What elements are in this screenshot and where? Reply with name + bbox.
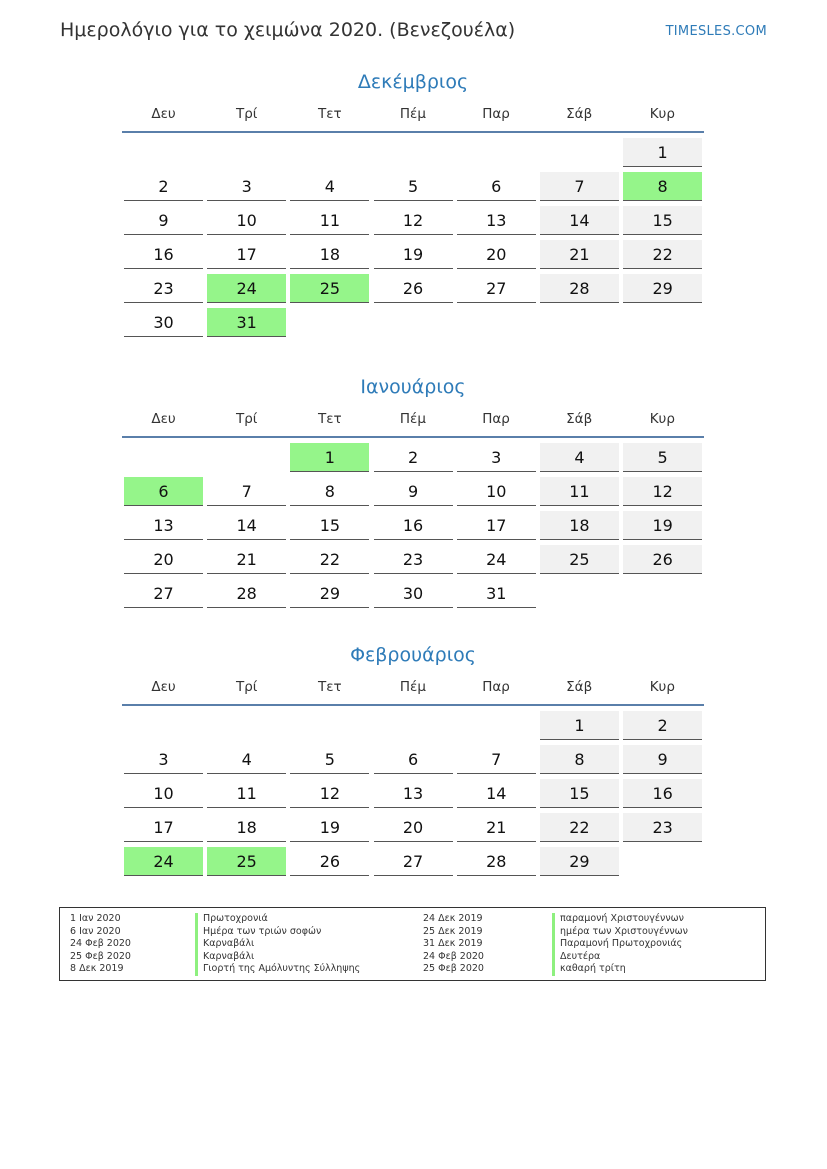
day-cell: 26 (290, 847, 369, 876)
holiday-day-cell: 24 (207, 274, 286, 303)
legend-date: 8 Δεκ 2019 (70, 963, 124, 975)
legend-holiday-name: καθαρή τρίτη (552, 963, 688, 976)
day-cell: 20 (124, 545, 203, 574)
day-cell: 18 (540, 511, 619, 540)
day-cell: 23 (124, 274, 203, 303)
day-cell: 12 (623, 477, 702, 506)
legend-holiday-name: Πρωτοχρονιά (195, 913, 360, 926)
holiday-day-cell: 6 (124, 477, 203, 506)
legend-date: 1 Ιαν 2020 (70, 913, 121, 924)
holiday-day-cell: 8 (623, 172, 702, 201)
weekday-label: Τετ (317, 679, 342, 695)
day-cell: 16 (374, 511, 453, 540)
day-cell: 19 (623, 511, 702, 540)
day-grid (122, 138, 704, 337)
holiday-legend (59, 907, 766, 981)
empty-cell (290, 138, 369, 167)
day-cell: 14 (457, 779, 536, 808)
day-cell: 8 (290, 477, 369, 506)
day-cell: 15 (540, 779, 619, 808)
day-cell: 9 (124, 206, 203, 235)
weekday-label: Τρί (235, 679, 258, 695)
day-cell: 20 (374, 813, 453, 842)
legend-date: 24 Δεκ 2019 (423, 913, 483, 924)
weekday-label: Κυρ (649, 106, 675, 122)
day-cell: 22 (623, 240, 702, 269)
brand-link[interactable]: TIMESLES.COM (665, 24, 767, 39)
day-cell: 16 (623, 779, 702, 808)
empty-cell (207, 711, 286, 740)
day-cell: 3 (207, 172, 286, 201)
day-cell: 17 (457, 511, 536, 540)
month-calendar (122, 67, 704, 337)
weekday-label: Πέμ (399, 106, 426, 122)
legend-left-names (195, 913, 360, 976)
day-cell: 11 (207, 779, 286, 808)
day-cell: 15 (290, 511, 369, 540)
day-cell: 23 (374, 545, 453, 574)
weekday-label: Τρί (235, 106, 258, 122)
month-calendar (122, 372, 704, 608)
holiday-day-cell: 1 (290, 443, 369, 472)
day-cell: 7 (207, 477, 286, 506)
weekday-label: Τρί (235, 411, 258, 427)
day-cell: 26 (623, 545, 702, 574)
day-grid (122, 711, 704, 876)
empty-cell (124, 138, 203, 167)
day-cell: 21 (457, 813, 536, 842)
day-cell: 2 (623, 711, 702, 740)
empty-cell (290, 711, 369, 740)
empty-cell (207, 138, 286, 167)
weekday-label: Πέμ (399, 411, 426, 427)
holiday-day-cell: 25 (290, 274, 369, 303)
empty-cell (457, 711, 536, 740)
weekday-label: Πέμ (399, 679, 426, 695)
day-cell: 27 (457, 274, 536, 303)
weekday-label: Δευ (151, 106, 176, 122)
day-cell: 4 (207, 745, 286, 774)
legend-date: 25 Φεβ 2020 (423, 963, 484, 975)
day-cell: 10 (207, 206, 286, 235)
day-cell: 15 (623, 206, 702, 235)
legend-date: 6 Ιαν 2020 (70, 925, 121, 937)
day-cell: 27 (374, 847, 453, 876)
day-cell: 22 (290, 545, 369, 574)
holiday-day-cell: 25 (207, 847, 286, 876)
day-cell: 28 (457, 847, 536, 876)
day-cell: 30 (124, 308, 203, 337)
day-cell: 8 (540, 745, 619, 774)
day-cell: 18 (290, 240, 369, 269)
weekday-label: Σάβ (566, 679, 593, 695)
day-cell: 4 (540, 443, 619, 472)
day-cell: 28 (207, 579, 286, 608)
empty-cell (124, 443, 203, 472)
month-name: Φεβρουάριος (350, 644, 476, 666)
weekday-header (122, 402, 704, 438)
day-cell: 17 (207, 240, 286, 269)
weekday-label: Κυρ (649, 411, 675, 427)
day-cell: 5 (623, 443, 702, 472)
day-cell: 11 (540, 477, 619, 506)
day-cell: 25 (540, 545, 619, 574)
day-cell: 21 (207, 545, 286, 574)
day-cell: 20 (457, 240, 536, 269)
weekday-header (122, 670, 704, 706)
day-cell: 1 (623, 138, 702, 167)
legend-holiday-name: Ημέρα των τριών σοφών (195, 926, 360, 939)
day-cell: 14 (540, 206, 619, 235)
legend-holiday-name: παραμονή Χριστουγέννων (552, 913, 688, 926)
day-cell: 7 (457, 745, 536, 774)
day-cell: 2 (374, 443, 453, 472)
day-cell: 5 (290, 745, 369, 774)
day-cell: 3 (124, 745, 203, 774)
day-cell: 28 (540, 274, 619, 303)
day-cell: 17 (124, 813, 203, 842)
legend-date: 24 Φεβ 2020 (423, 950, 484, 962)
day-cell: 23 (623, 813, 702, 842)
day-cell: 26 (374, 274, 453, 303)
day-cell: 29 (623, 274, 702, 303)
legend-left-dates (70, 913, 131, 976)
legend-holiday-name: Γιορτή της Αμόλυντης Σύλληψης (195, 963, 360, 976)
weekday-label: Σάβ (566, 106, 593, 122)
day-grid (122, 443, 704, 608)
legend-holiday-name: Δευτέρα (552, 951, 688, 964)
day-cell: 24 (457, 545, 536, 574)
weekday-label: Τετ (317, 106, 342, 122)
empty-cell (540, 138, 619, 167)
day-cell: 1 (540, 711, 619, 740)
empty-cell (457, 138, 536, 167)
day-cell: 14 (207, 511, 286, 540)
day-cell: 7 (540, 172, 619, 201)
empty-cell (374, 138, 453, 167)
day-cell: 6 (374, 745, 453, 774)
month-name: Δεκέμβριος (357, 71, 469, 93)
day-cell: 29 (290, 579, 369, 608)
weekday-label: Σάβ (566, 411, 593, 427)
day-cell: 21 (540, 240, 619, 269)
empty-cell (124, 711, 203, 740)
day-cell: 4 (290, 172, 369, 201)
day-cell: 12 (290, 779, 369, 808)
weekday-label: Δευ (151, 679, 176, 695)
day-cell: 18 (207, 813, 286, 842)
legend-holiday-name: Καρναβάλι (195, 938, 360, 951)
day-cell: 31 (457, 579, 536, 608)
legend-holiday-name: ημέρα των Χριστουγέννων (552, 926, 688, 939)
weekday-label: Δευ (151, 411, 176, 427)
month-calendar (122, 640, 704, 876)
empty-cell (207, 443, 286, 472)
day-cell: 3 (457, 443, 536, 472)
day-cell: 19 (374, 240, 453, 269)
weekday-label: Τετ (317, 411, 342, 427)
legend-date: 25 Φεβ 2020 (70, 950, 131, 962)
holiday-day-cell: 24 (124, 847, 203, 876)
day-cell: 29 (540, 847, 619, 876)
day-cell: 6 (457, 172, 536, 201)
day-cell: 10 (124, 779, 203, 808)
day-cell: 5 (374, 172, 453, 201)
empty-cell (374, 711, 453, 740)
legend-holiday-name: Καρναβάλι (195, 951, 360, 964)
day-cell: 12 (374, 206, 453, 235)
day-cell: 13 (374, 779, 453, 808)
day-cell: 10 (457, 477, 536, 506)
holiday-day-cell: 31 (207, 308, 286, 337)
day-cell: 30 (374, 579, 453, 608)
month-name: Ιανουάριος (360, 376, 466, 398)
weekday-label: Παρ (482, 679, 510, 695)
weekday-header (122, 97, 704, 133)
weekday-label: Παρ (482, 106, 510, 122)
day-cell: 22 (540, 813, 619, 842)
day-cell: 13 (124, 511, 203, 540)
legend-date: 25 Δεκ 2019 (423, 925, 483, 937)
day-cell: 11 (290, 206, 369, 235)
legend-right-names (552, 913, 688, 976)
legend-date: 31 Δεκ 2019 (423, 938, 483, 950)
legend-right-dates (423, 913, 484, 976)
page-title: Ημερολόγιο για το χειμώνα 2020. (Βενεζουέλα) (60, 19, 516, 41)
day-cell: 13 (457, 206, 536, 235)
day-cell: 16 (124, 240, 203, 269)
day-cell: 9 (623, 745, 702, 774)
weekday-label: Κυρ (649, 679, 675, 695)
day-cell: 2 (124, 172, 203, 201)
day-cell: 19 (290, 813, 369, 842)
day-cell: 9 (374, 477, 453, 506)
weekday-label: Παρ (482, 411, 510, 427)
legend-date: 24 Φεβ 2020 (70, 938, 131, 950)
legend-holiday-name: Παραμονή Πρωτοχρονιάς (552, 938, 688, 951)
day-cell: 27 (124, 579, 203, 608)
